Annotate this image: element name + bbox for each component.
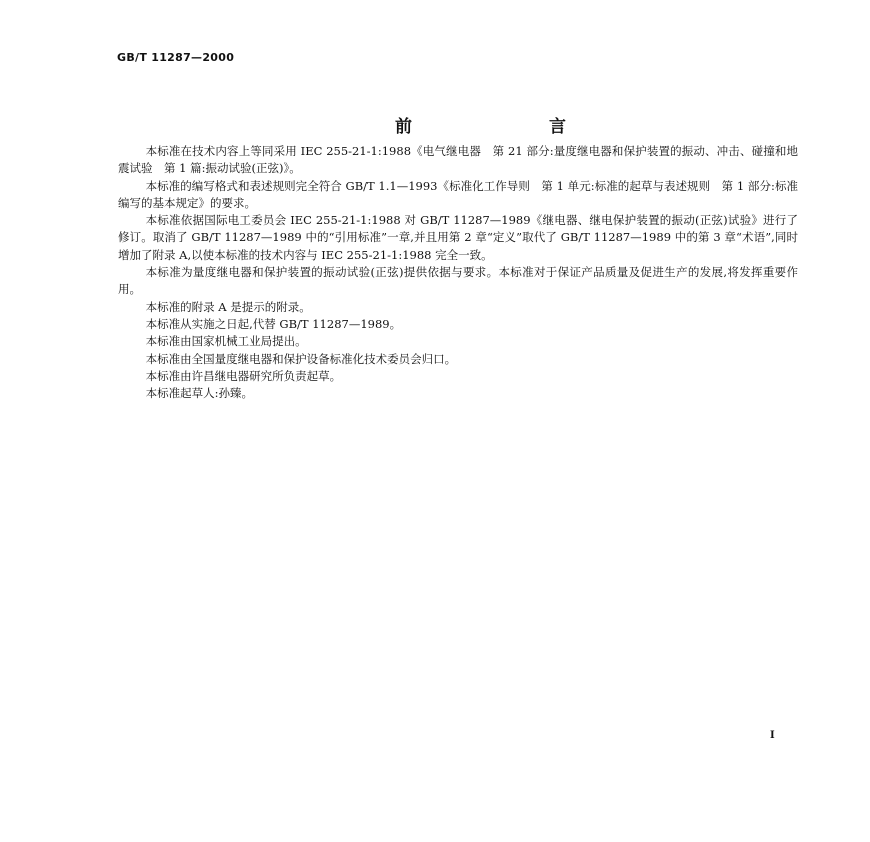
page-number: I — [770, 730, 775, 741]
paragraph-centralized-by: 本标准由全国量度继电器和保护设备标准化技术委员会归口。 — [145, 351, 457, 366]
paragraph-drafted-by: 本标准由许昌继电器研究所负责起草。 — [145, 368, 342, 383]
paragraph-drafters: 本标准起草人:孙臻。 — [145, 386, 253, 401]
paragraph-replaces: 本标准从实施之日起,代替 GB/T 11287—1989。 — [145, 316, 402, 331]
standard-code-header: GB/T 11287—2000 — [117, 51, 235, 64]
paragraph-appendix: 本标准的附录 A 是提示的附录。 — [145, 299, 311, 314]
paragraph-format: 本标准的编写格式和表述规则完全符合 GB/T 1.1—1993《标准化工作导则 第 1 单元:标准的起草与表述规则 第 1 部分:标准编写的基本规定》的要求。 — [118, 178, 798, 210]
paragraph-proposed-by: 本标准由国家机械工业局提出。 — [145, 334, 307, 349]
foreword-body — [118, 143, 798, 402]
paragraph-revision: 本标准依据国际电工委员会 IEC 255-21-1:1988 对 GB/T 11287—1989《继电器、继电保护装置的振动(正弦)试验》进行了修订。取消了 GB/T 11287—1989 中的“引用标准”一章,并且用第 2 章“定义”取代了 GB/T 11287—1989 中的第 3 章“术语”,同时增加了附录 A,以使本标准的技术内容与 IEC 255-21-1:1988 完全一致。 — [118, 213, 798, 262]
paragraph-adoption: 本标准在技术内容上等同采用 IEC 255-21-1:1988《电气继电器 第 21 部分:量度继电器和保护装置的振动、冲击、碰撞和地震试验 第 1 篇:振动试验(正弦)》。 — [118, 144, 798, 176]
page-title: 前 言 — [395, 117, 626, 137]
paragraph-purpose: 本标准为量度继电器和保护装置的振动试验(正弦)提供依据与要求。本标准对于保证产品质量及促进生产的发展,将发挥重要作用。 — [118, 265, 798, 297]
